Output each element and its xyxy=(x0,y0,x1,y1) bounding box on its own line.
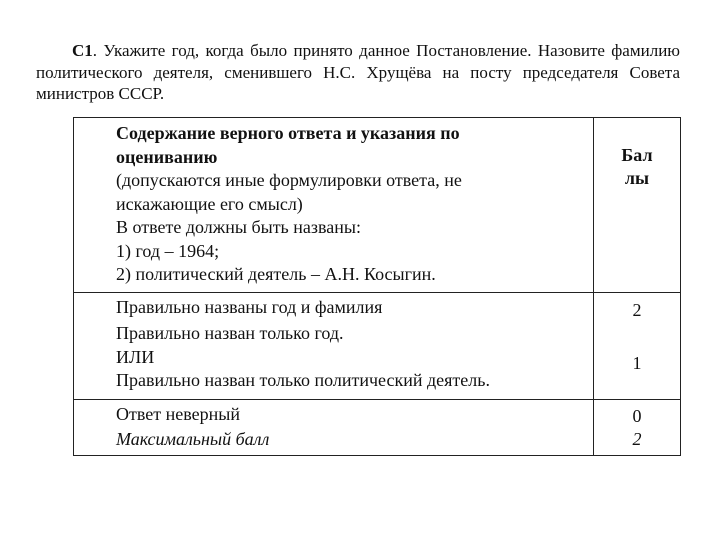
table-row xyxy=(74,399,681,428)
answer-intro: В ответе должны быть названы: xyxy=(116,217,361,237)
question-text xyxy=(36,40,680,105)
score-header-line2: лы xyxy=(624,168,650,188)
score-header-line1: Бал xyxy=(621,145,653,165)
criteria-header-line2: оцениванию xyxy=(116,146,218,167)
score-cell: 1 xyxy=(594,322,681,399)
criteria-header-line1: Содержание верного ответа и указания по xyxy=(116,123,460,143)
criteria-note-line2: искажающие его смысл) xyxy=(116,193,303,214)
score-cell: 0 xyxy=(594,399,681,428)
answer-item-person: 2) политический деятель – А.Н. Косыгин. xyxy=(116,264,436,284)
table-row xyxy=(74,292,681,322)
table-row xyxy=(74,322,681,399)
answer-item-year: 1) год – 1964; xyxy=(116,240,220,261)
criteria-cell: Ответ неверный xyxy=(74,399,594,428)
criteria-cell xyxy=(74,322,594,399)
max-score-value: 2 xyxy=(594,428,681,455)
criteria-line: Правильно назван только год. xyxy=(116,323,344,343)
criteria-cell: Правильно названы год и фамилия xyxy=(74,292,594,322)
score-header-cell xyxy=(594,118,681,293)
score-cell: 2 xyxy=(594,292,681,322)
criteria-line: ИЛИ xyxy=(116,346,155,367)
max-score-label: Максимальный балл xyxy=(74,428,594,455)
criteria-line: Правильно назван только политический деятель. xyxy=(116,370,490,390)
criteria-note-line1: (допускаются иные формулировки ответа, не xyxy=(116,170,462,190)
question-number: С1 xyxy=(72,41,93,60)
table-row xyxy=(74,428,681,455)
criteria-header-cell xyxy=(74,118,594,293)
question-body: . Укажите год, когда было принято данное Постановление. Назовите фамилию политического деятеля, сменившего Н.С. Хрущёва на посту председателя Совета министров СССР. xyxy=(36,41,680,103)
table-header-row xyxy=(74,118,681,293)
grading-table xyxy=(73,117,681,456)
